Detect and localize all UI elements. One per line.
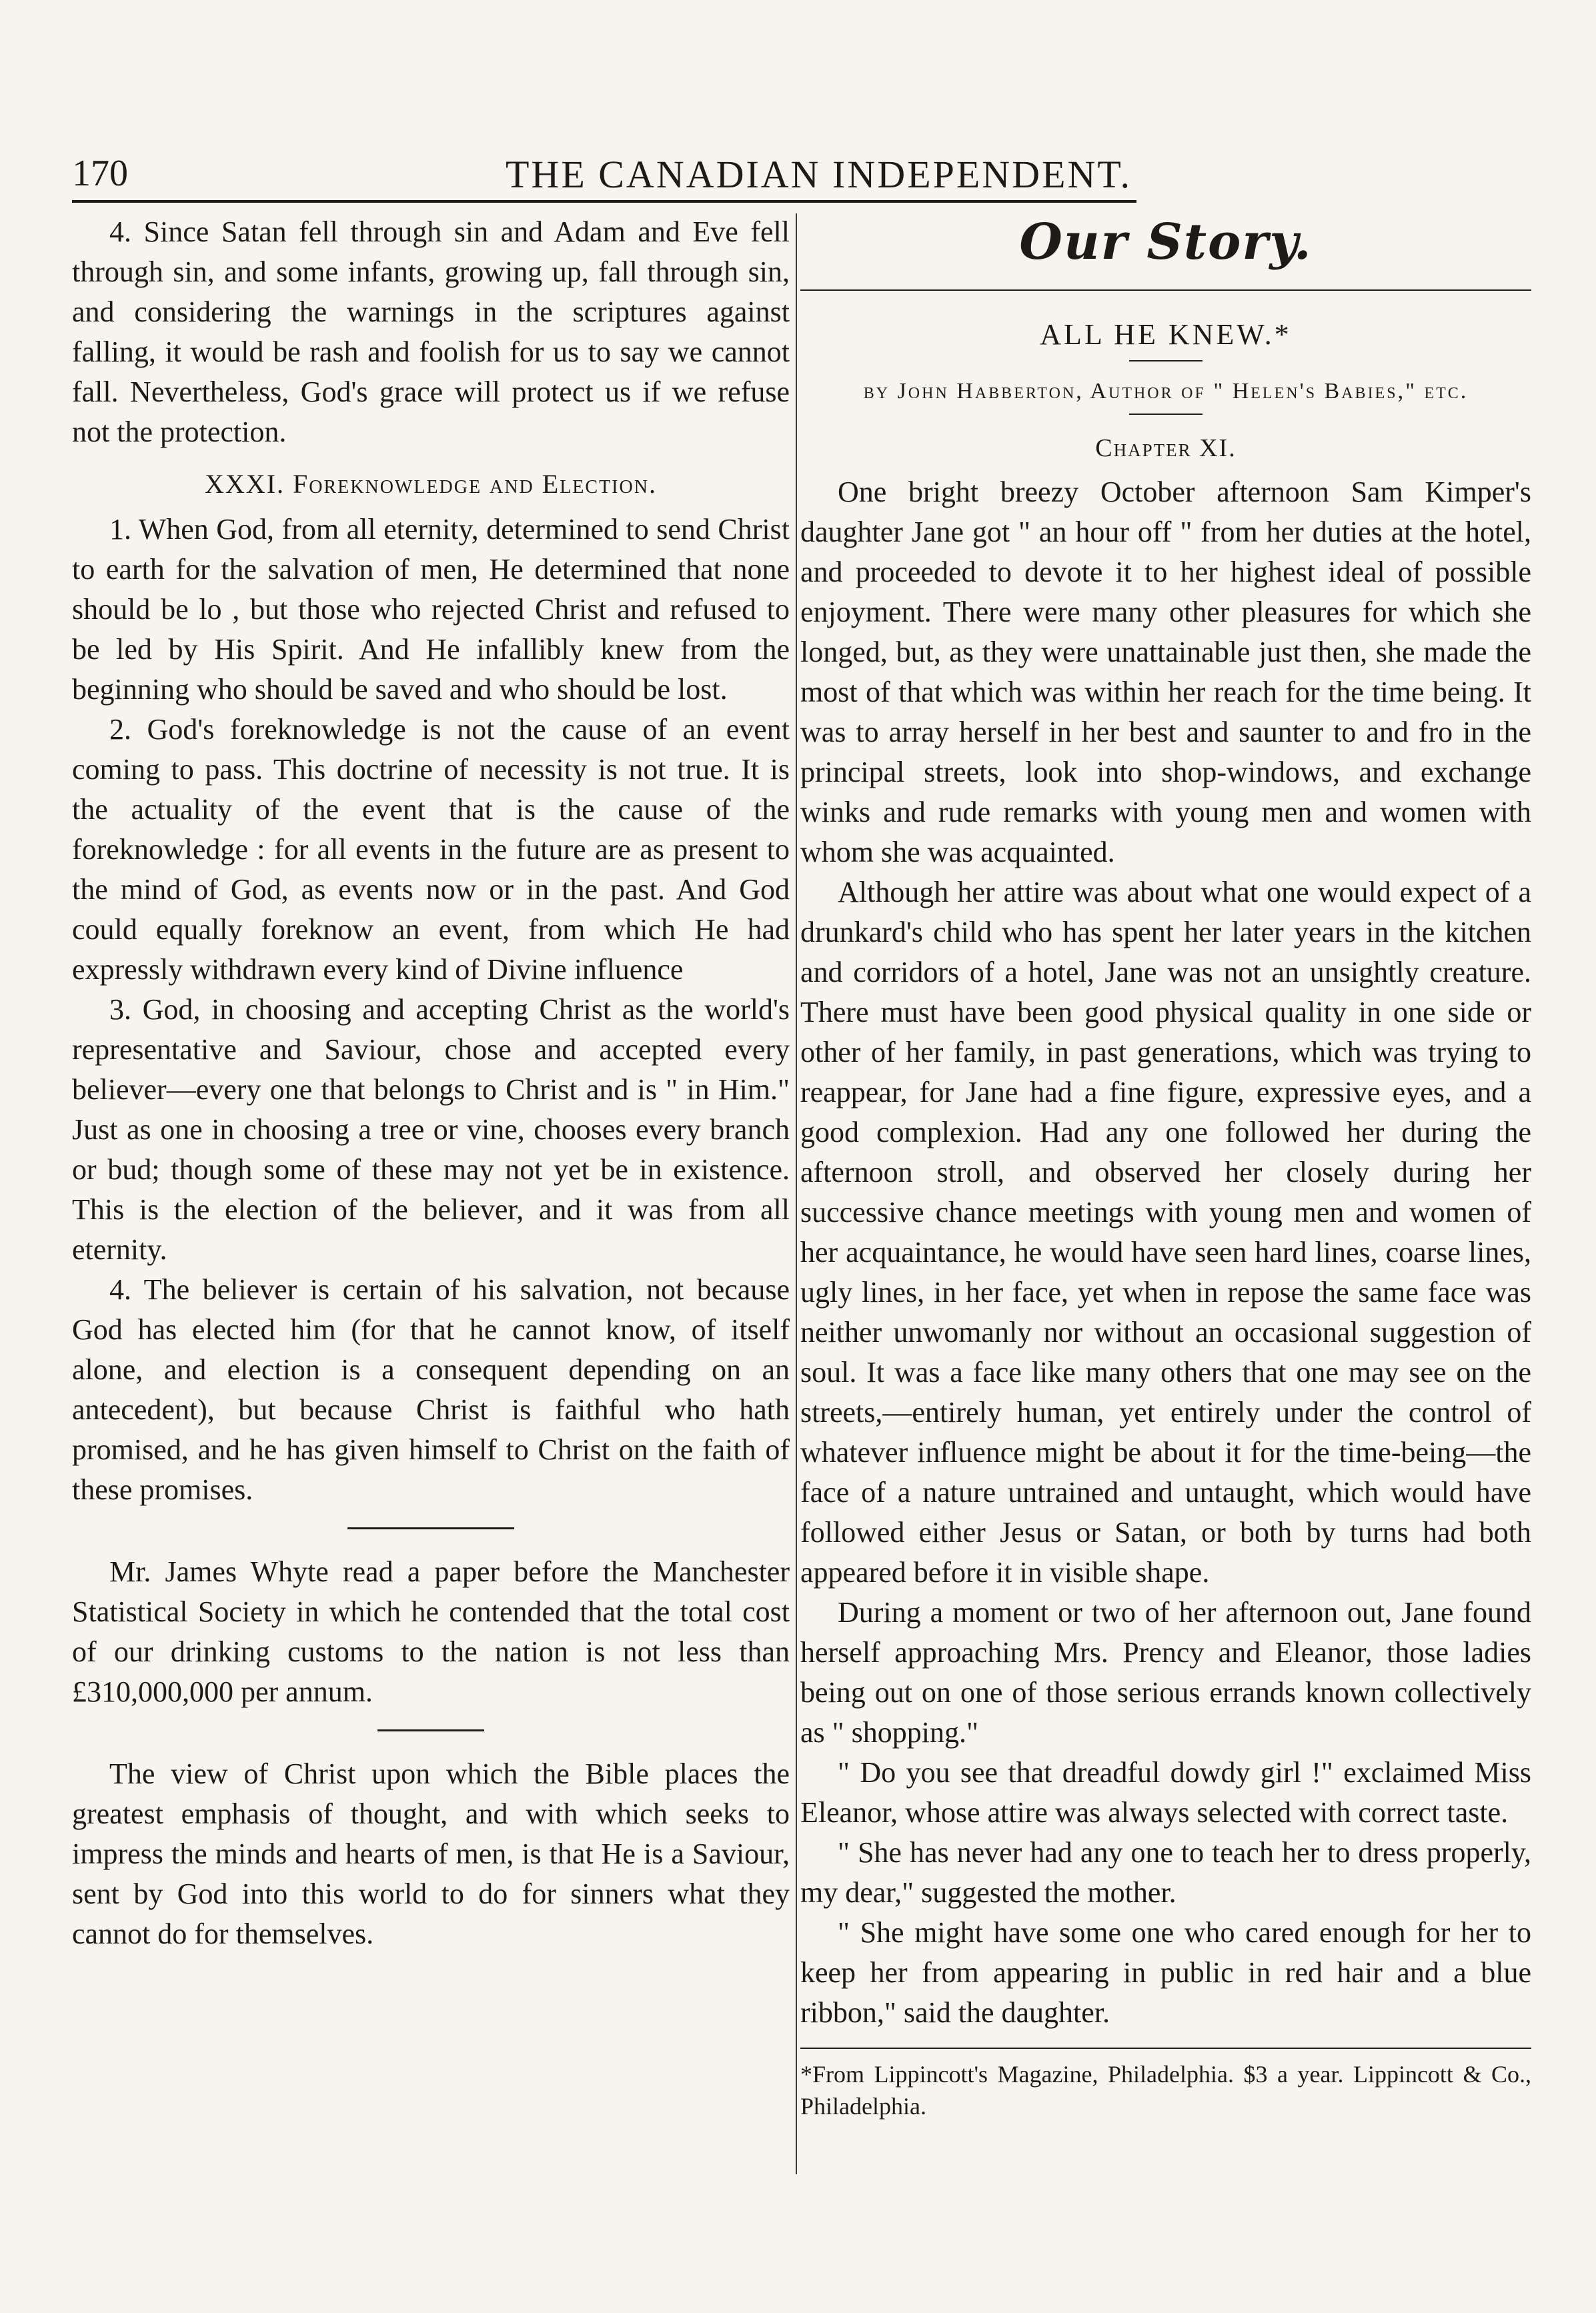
section-heading: XXXI. Foreknowledge and Election. <box>205 469 657 499</box>
paragraph-2: 2. God's foreknowledge is not the cause of an event coming to pass. This doctrine of necessity is not true. It is the actuality of the event that is the cause of the foreknowledge : for all events in the future are as present to the mind of God, as events now or in the past. And God could equally foreknow an event, from which He had expressly withdrawn every kind of Divine influence <box>72 713 790 986</box>
story-paragraph-4: " Do you see that dreadful dowdy girl !" exclaimed Miss Eleanor, whose attire was always selected with correct taste. <box>800 1756 1531 1829</box>
story-section-heading: Our Story. <box>1019 213 1313 271</box>
footnote-rule <box>800 2048 1531 2049</box>
story-paragraph-1: One bright breezy October afternoon Sam Kimper's daughter Jane got " an hour off " from her duties at the hotel, and proceeded to devote it to her highest ideal of possible enjoyment. There were many other pleasures for which she longed, but, as they were unattainable just then, she made the most of that which was within her reach for the time being. It was to array herself in her best and saunter to and fro in the principal streets, look into shop-windows, and exchange winks and rude remarks with young men and women with whom she was acquainted. <box>800 476 1531 868</box>
whyte-note: Mr. James Whyte read a paper before the Manchester Statistical Society in which he contended that the total cost of our drinking customs to the nation is not less than £310,000,000 per annum. <box>72 1555 790 1708</box>
story-paragraph-3: During a moment or two of her afternoon out, Jane found herself approaching Mrs. Prency and Eleanor, those ladies being out on one of those serious errands known collectively as " shopping." <box>800 1596 1531 1749</box>
story-heading-rule <box>800 289 1531 291</box>
christ-note: The view of Christ upon which the Bible places the greatest emphasis of thought, and with which seeks to impress the minds and hearts of men, is that He is a Saviour, sent by God into this world to do for sinners what they cannot do for themselves. <box>72 1757 790 1950</box>
paragraph-3: 3. God, in choosing and accepting Christ as the world's representative and Saviour, chose and accepted every believer—every one that belongs to Christ and is " in Him." Just as one in choosing a tree or vine, chooses every branch or bud; though some of these may not yet be in existence. This is the election of the believer, and it was from all eternity. <box>72 993 790 1266</box>
story-paragraph-5: " She has never had any one to teach her to dress properly, my dear," suggested the mother. <box>800 1836 1531 1909</box>
paragraph-4: 4. The believer is certain of his salvation, not because God has elected him (for that he cannot know, of itself alone, and election is a consequent depending on an antecedent), but because Christ is faithful who hath promised, and he has given himself to Christ on the faith of these promises. <box>72 1273 790 1506</box>
separator-rule <box>347 1527 514 1529</box>
column-divider <box>796 213 797 2174</box>
page-number: 170 <box>72 153 128 194</box>
story-byline: by John Habberton, Author of " Helen's Babies," etc. <box>863 379 1469 404</box>
story-title: ALL HE KNEW.* <box>1040 318 1292 351</box>
journal-title: THE CANADIAN INDEPENDENT. <box>506 153 1132 196</box>
left-column <box>72 212 790 1954</box>
paragraph-1: 1. When God, from all eternity, determined to send Christ to earth for the salvation of men, He determined that none should be lo , but those who rejected Christ and refused to be led by His Spirit. And He infallibly knew from the beginning who should be saved and who should be lost. <box>72 513 790 706</box>
right-column <box>800 212 1531 2122</box>
page-header <box>72 152 1136 200</box>
header-rule <box>72 200 1136 203</box>
paragraph-4-intro: 4. Since Satan fell through sin and Adam and Eve fell through sin, and some infants, growing up, fall through sin, and considering the warnings in the scriptures against falling, it would be rash and foolish for us to say we cannot fall. Nevertheless, God's grace will protect us if we refuse not the protection. <box>72 215 790 448</box>
byline-rule <box>1129 414 1203 415</box>
story-paragraph-2: Although her attire was about what one would expect of a drunkard's child who has spent her later years in the kitchen and corridors of a hotel, Jane was not an unsightly creature. There must have been good physical quality in one side or other of her family, in past generations, which was trying to reappear, for Jane had a fine figure, expressive eyes, and a good complexion. Had any one followed her during the afternoon stroll, and observed her closely during her successive chance meetings with young men and women of her acquaintance, he would have seen hard lines, coarse lines, ugly lines, in her face, yet when in repose the same face was neither unwomanly nor without an occasional suggestion of soul. It was a face like many others that one may see on the streets,—entirely human, yet entirely under the control of whatever influence might be about it for the time-being—the face of a nature untrained and untaught, which would have followed either Jesus or Satan, or both by turns had both appeared before it in visible shape. <box>800 876 1531 1589</box>
chapter-heading: Chapter XI. <box>1095 434 1237 462</box>
title-rule <box>1129 360 1203 361</box>
footnote: *From Lippincott's Magazine, Philadelphia. $3 a year. Lippincott & Co., Philadelphia. <box>800 2061 1531 2120</box>
story-paragraph-6: " She might have some one who cared enough for her to keep her from appearing in public in red hair and a blue ribbon," said the daughter. <box>800 1916 1531 2029</box>
separator-rule <box>377 1729 484 1731</box>
